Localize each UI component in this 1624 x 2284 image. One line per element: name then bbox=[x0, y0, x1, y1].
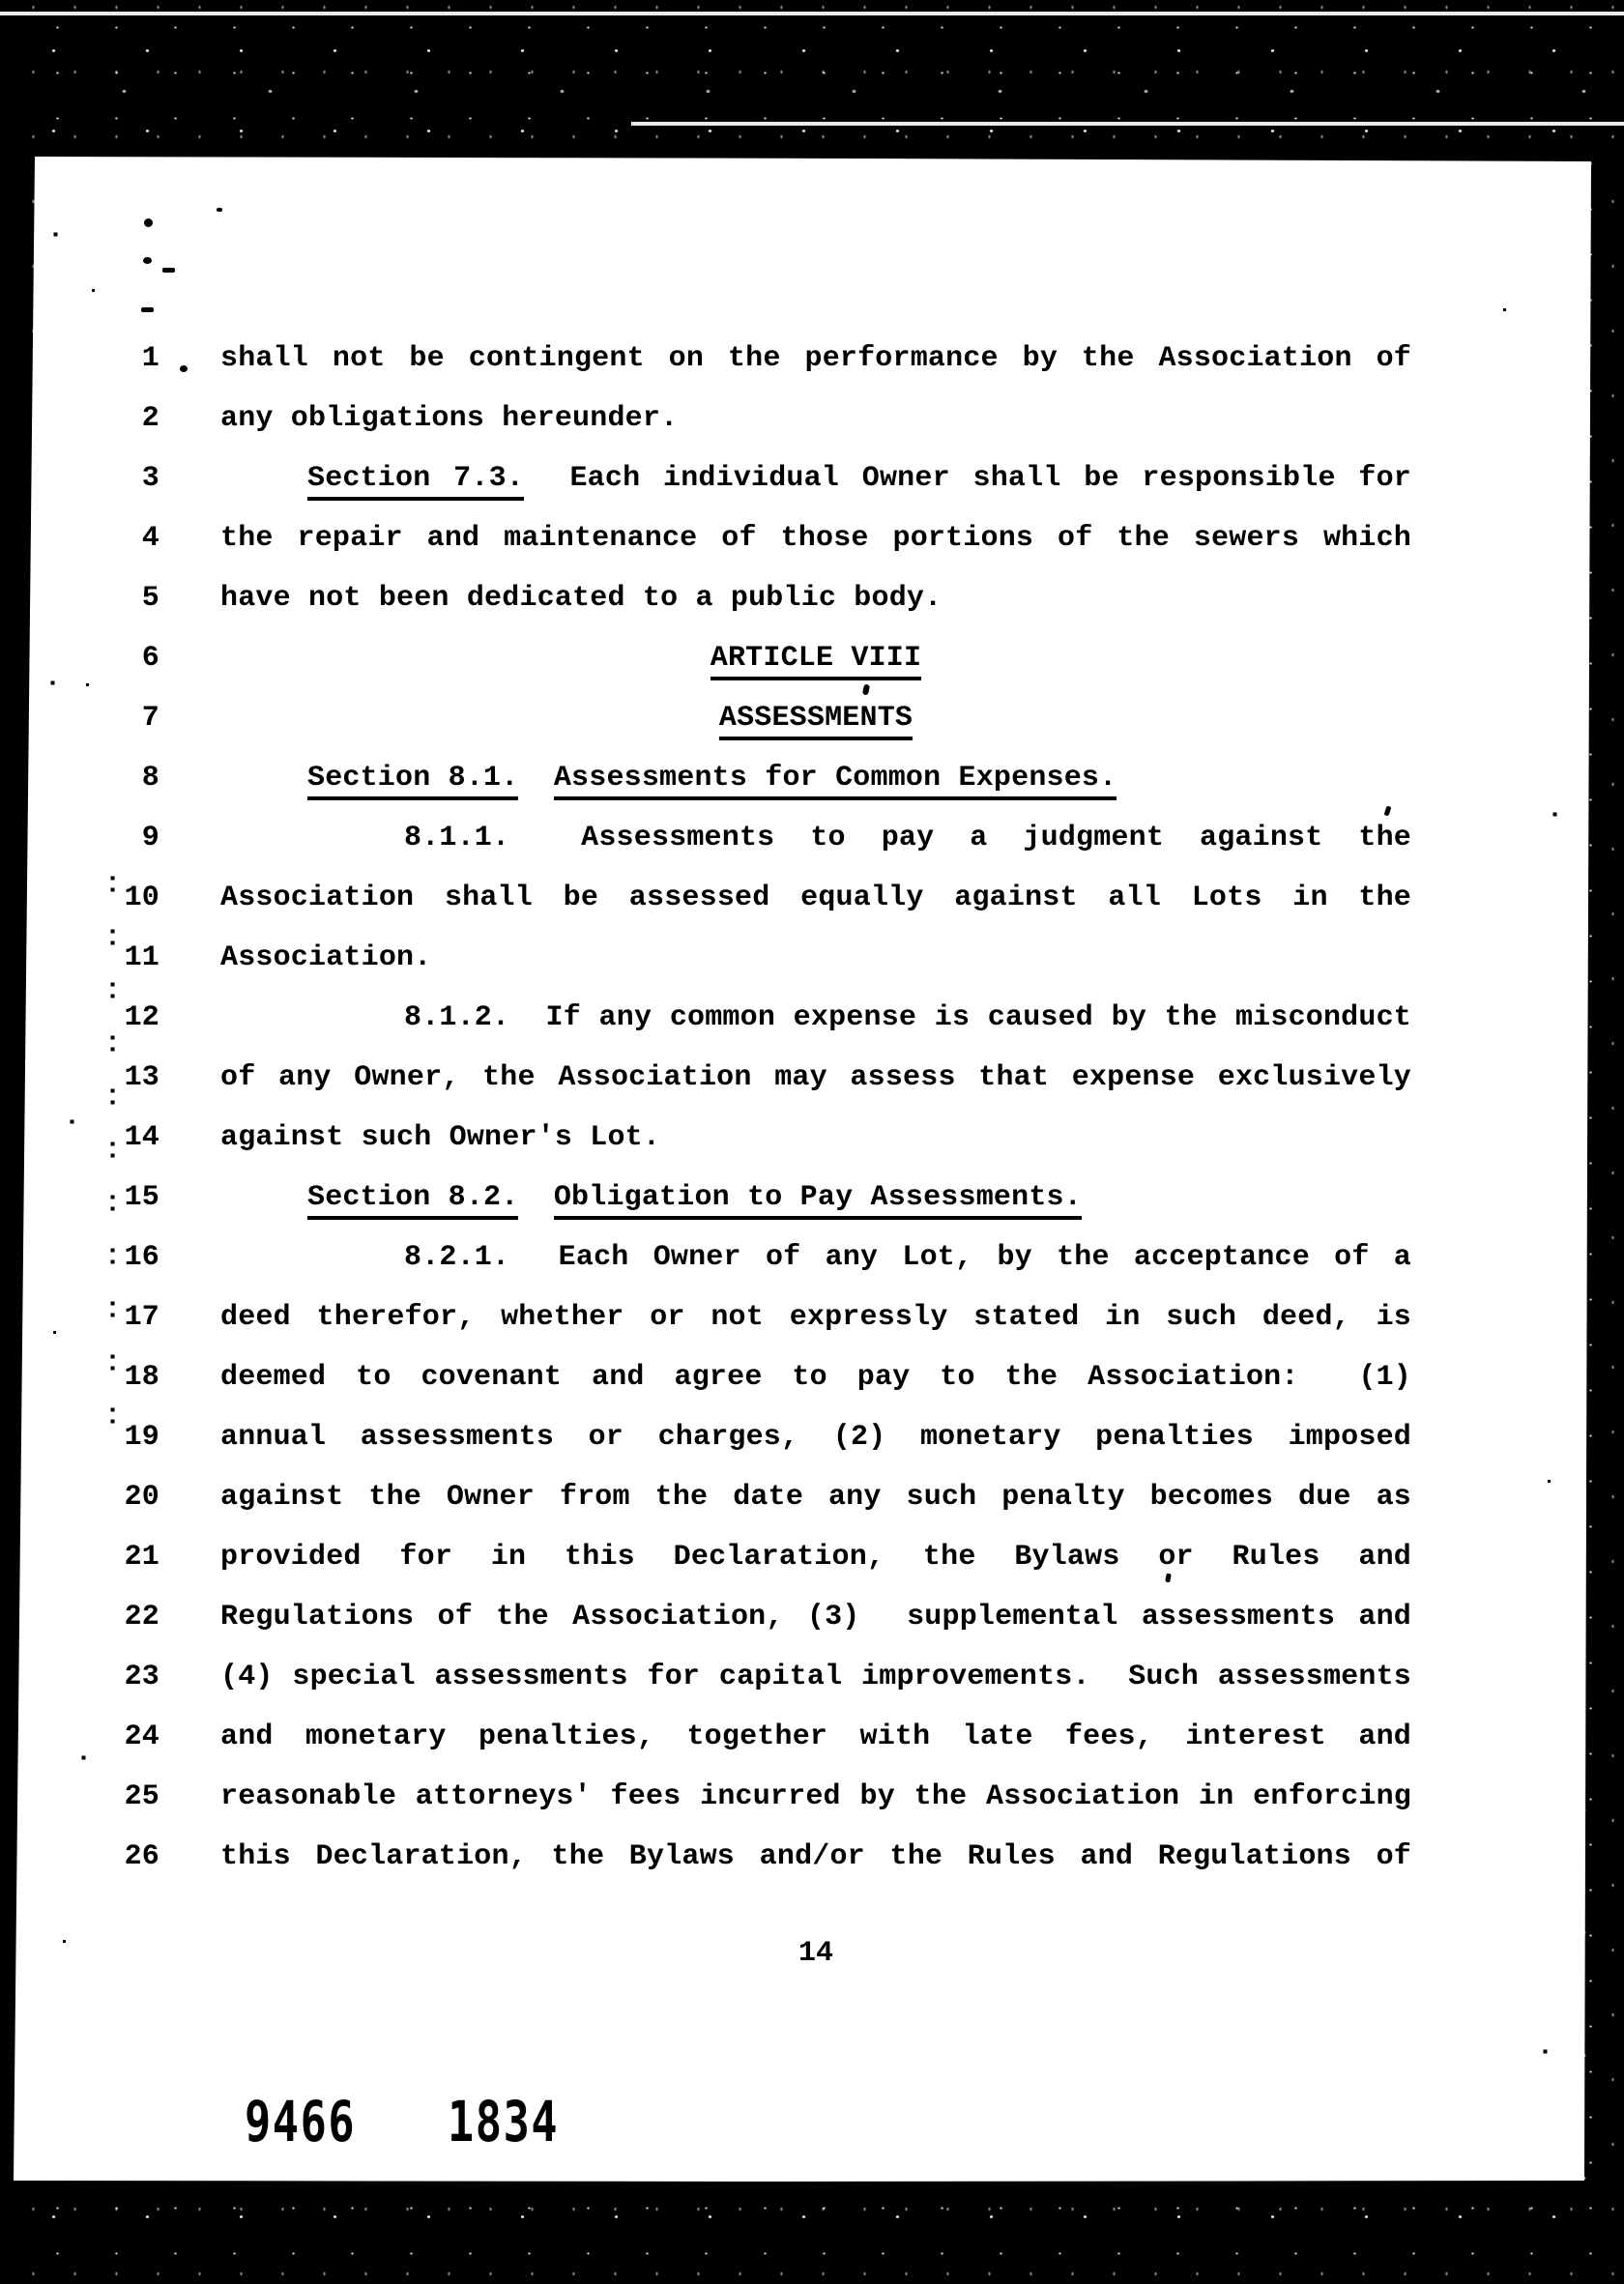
line-number: 23 bbox=[124, 1661, 160, 1693]
line-number: 1 bbox=[141, 342, 160, 375]
underlined-text: ASSESSMENTS bbox=[719, 702, 913, 740]
line-text bbox=[220, 1295, 1411, 1340]
text-segment: 8.2.1. Each Owner of any Lot, by the acceptance of a bbox=[404, 1241, 1411, 1274]
line-number: 2 bbox=[141, 402, 160, 435]
text-segment: deemed to covenant and agree to pay to the Association: (1) bbox=[220, 1361, 1411, 1394]
text-segment: reasonable attorneys' fees incurred by the Association in enforcing bbox=[220, 1780, 1411, 1813]
document-line bbox=[97, 1295, 1421, 1355]
scan-artifact-dot bbox=[143, 257, 152, 264]
text-segment: against such Owner's Lot. bbox=[220, 1121, 661, 1154]
document-line bbox=[97, 696, 1421, 756]
text-segment: shall not be contingent on the performance by the Association of bbox=[220, 342, 1411, 375]
underlined-text: Obligation to Pay Assessments. bbox=[554, 1181, 1082, 1220]
text-segment: this Declaration, the Bylaws and/or the Rules and Regulations of bbox=[220, 1840, 1411, 1873]
underlined-text: Section 8.2. bbox=[307, 1181, 518, 1220]
text-segment: 8.1.1. Assessments to pay a judgment against the bbox=[404, 822, 1411, 854]
line-number: 5 bbox=[141, 582, 160, 615]
document-line bbox=[97, 396, 1421, 456]
line-text bbox=[220, 1115, 1411, 1160]
text-segment: any obligations hereunder. bbox=[220, 402, 679, 435]
line-text bbox=[220, 1715, 1411, 1759]
line-text bbox=[220, 876, 1411, 920]
underlined-text: ARTICLE VIII bbox=[710, 642, 921, 680]
line-number: 7 bbox=[141, 702, 160, 735]
line-number: 24 bbox=[124, 1720, 160, 1753]
line-text bbox=[220, 816, 1411, 860]
scan-speck-noise bbox=[0, 0, 1, 1]
text-segment: Association. bbox=[220, 941, 432, 974]
line-text bbox=[220, 336, 1411, 381]
text-segment: Each individual Owner shall be responsible for bbox=[523, 462, 1412, 495]
line-number: 4 bbox=[141, 522, 160, 555]
scan-white-line-top bbox=[0, 12, 1624, 15]
text-segment: Association shall be assessed equally against all Lots in the bbox=[220, 882, 1411, 914]
document-line bbox=[97, 1355, 1421, 1415]
stamp-number-left: 9466 bbox=[245, 2089, 357, 2154]
document-line bbox=[97, 1655, 1421, 1715]
line-text bbox=[220, 1175, 1411, 1220]
line-number: 11 bbox=[124, 941, 160, 974]
scan-artifact-dash bbox=[162, 268, 175, 273]
line-number: 22 bbox=[124, 1601, 160, 1633]
text-segment: (4) special assessments for capital improvements. Such assessments bbox=[220, 1661, 1411, 1693]
text-segment bbox=[518, 762, 553, 795]
line-text bbox=[220, 1235, 1411, 1280]
text-segment bbox=[518, 1181, 553, 1214]
line-number: 20 bbox=[124, 1481, 160, 1514]
line-number: 9 bbox=[141, 822, 160, 854]
line-text bbox=[220, 756, 1411, 800]
page-number: 14 bbox=[798, 1937, 833, 1970]
document-line bbox=[97, 1415, 1421, 1475]
line-text bbox=[220, 516, 1411, 561]
document-line bbox=[97, 1775, 1421, 1835]
document-line bbox=[97, 1475, 1421, 1535]
line-text bbox=[220, 1775, 1411, 1819]
line-text bbox=[220, 1475, 1411, 1519]
line-number: 3 bbox=[141, 462, 160, 495]
document-line bbox=[97, 336, 1421, 396]
scan-artifact-dash bbox=[141, 307, 154, 312]
line-number: 10 bbox=[124, 882, 160, 914]
line-text bbox=[220, 1535, 1411, 1579]
line-text bbox=[220, 636, 1411, 680]
text-segment: the repair and maintenance of those portions of the sewers which bbox=[220, 522, 1411, 555]
document-line bbox=[97, 816, 1421, 876]
text-segment: have not been dedicated to a public body. bbox=[220, 582, 942, 615]
line-number: 17 bbox=[124, 1301, 160, 1334]
line-text bbox=[220, 1835, 1411, 1879]
line-text bbox=[220, 1655, 1411, 1699]
underlined-text: Assessments for Common Expenses. bbox=[554, 762, 1117, 800]
line-text bbox=[220, 936, 1411, 980]
text-segment: Regulations of the Association, (3) supplemental assessments and bbox=[220, 1601, 1411, 1633]
document-line bbox=[97, 1595, 1421, 1655]
line-number: 26 bbox=[124, 1840, 160, 1873]
underlined-text: Section 8.1. bbox=[307, 762, 518, 800]
document-line bbox=[97, 1715, 1421, 1775]
stamp-number-right: 1834 bbox=[448, 2089, 560, 2154]
document-line bbox=[97, 996, 1421, 1055]
text-segment: of any Owner, the Association may assess that expense exclusively bbox=[220, 1061, 1411, 1094]
line-number: 21 bbox=[124, 1541, 160, 1574]
line-text bbox=[220, 696, 1411, 740]
text-segment: 8.1.2. If any common expense is caused by the misconduct bbox=[404, 1001, 1411, 1034]
line-text bbox=[220, 396, 1411, 441]
line-number: 8 bbox=[141, 762, 160, 795]
line-text bbox=[220, 1415, 1411, 1460]
document-line bbox=[97, 876, 1421, 936]
text-segment: provided for in this Declaration, the Bylaws or Rules and bbox=[220, 1541, 1411, 1574]
text-segment: annual assessments or charges, (2) monetary penalties imposed bbox=[220, 1421, 1411, 1454]
text-segment: deed therefor, whether or not expressly stated in such deed, is bbox=[220, 1301, 1411, 1334]
underlined-text: Section 7.3. bbox=[307, 462, 524, 501]
document-line bbox=[97, 936, 1421, 996]
document-line bbox=[97, 1235, 1421, 1295]
line-number: 14 bbox=[124, 1121, 160, 1154]
line-text bbox=[220, 996, 1411, 1040]
document-line bbox=[97, 576, 1421, 636]
line-text bbox=[220, 456, 1411, 501]
document-line bbox=[97, 1175, 1421, 1235]
document-line bbox=[97, 1055, 1421, 1115]
line-text bbox=[220, 1595, 1411, 1639]
line-number: 6 bbox=[141, 642, 160, 675]
scan-white-line-second bbox=[631, 122, 1624, 126]
document-line bbox=[97, 1115, 1421, 1175]
line-number: 19 bbox=[124, 1421, 160, 1454]
document-line bbox=[97, 1835, 1421, 1894]
line-number: 18 bbox=[124, 1361, 160, 1394]
document-line bbox=[97, 456, 1421, 516]
line-text bbox=[220, 1055, 1411, 1100]
scan-artifact-dot bbox=[144, 218, 153, 227]
scan-artifact-dot bbox=[217, 208, 222, 212]
line-number: 15 bbox=[124, 1181, 160, 1214]
document-line bbox=[97, 516, 1421, 576]
line-number: 12 bbox=[124, 1001, 160, 1034]
document-line bbox=[97, 1535, 1421, 1595]
line-number: 13 bbox=[124, 1061, 160, 1094]
line-text bbox=[220, 576, 1411, 621]
line-number: 16 bbox=[124, 1241, 160, 1274]
line-number: 25 bbox=[124, 1780, 160, 1813]
text-segment: and monetary penalties, together with late fees, interest and bbox=[220, 1720, 1411, 1753]
document-line bbox=[97, 756, 1421, 816]
document-body bbox=[97, 336, 1421, 1894]
line-text bbox=[220, 1355, 1411, 1400]
text-segment: against the Owner from the date any such penalty becomes due as bbox=[220, 1481, 1411, 1514]
document-line bbox=[97, 636, 1421, 696]
